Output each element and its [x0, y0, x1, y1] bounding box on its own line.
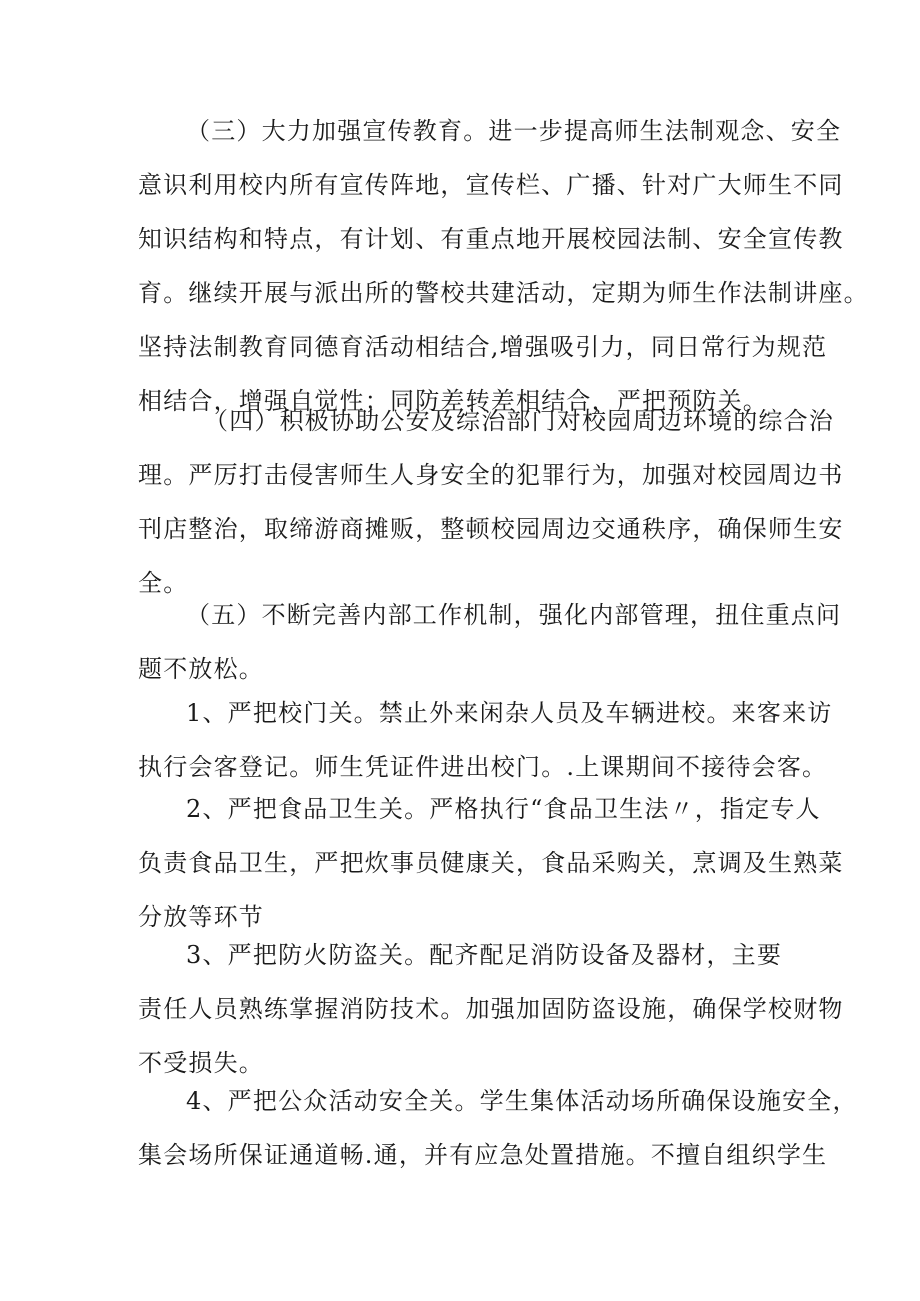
- paragraph-item-2: [138, 782, 844, 944]
- text-line: 集会场所保证通道畅.通，并有应急处置措施。不擅自组织学生: [138, 1141, 828, 1169]
- paragraph-section-4: [138, 394, 844, 610]
- paragraph-section-5: [138, 588, 842, 696]
- text-line: 知识结构和特点，有计划、有重点地开展校园法制、安全宣传教: [138, 225, 844, 253]
- paragraph-item-3: [138, 928, 844, 1090]
- text-line: 意识利用校内所有宣传阵地，宣传栏、广播、针对广大师生不同: [138, 171, 844, 199]
- text-line: 4、严把公众活动安全关。学生集体活动场所确保设施安全，: [186, 1087, 858, 1115]
- text-line: 题不放松。: [138, 655, 264, 683]
- text-line: 2、严把食品卫生关。严格执行“食品卫生法〃，指定专人: [186, 795, 821, 823]
- text-line: （五）不断完善内部工作机制，强化内部管理，扭住重点问: [186, 601, 842, 629]
- text-line: 坚持法制教育同德育活动相结合,增强吸引力，同日常行为规范: [138, 333, 828, 361]
- text-line: 执行会客登记。师生凭证件进出校门。.上课期间不接待会客。: [138, 753, 828, 781]
- text-line: 育。继续开展与派出所的警校共建活动，定期为师生作法制讲座。: [138, 279, 869, 307]
- text-line: 3、严把防火防盗关。配齐配足消防设备及器材，主要: [186, 941, 783, 969]
- text-line: 刊店整治，取缔游商摊贩，整顿校园周边交通秩序，确保师生安: [138, 515, 844, 543]
- text-line: 不受损失。: [138, 1049, 264, 1077]
- text-line: 相结合，增强自觉性；同防差转差相结合，严把预防关。: [138, 387, 768, 415]
- text-line: 责任人员熟练掌握消防技术。加强加固防盗设施，确保学校财物: [138, 995, 844, 1023]
- text-line: 全。: [138, 569, 189, 597]
- paragraph-item-1: [138, 686, 833, 794]
- text-line: （四）积极协助公安及综治部门对校园周边环境的综合治: [204, 407, 834, 435]
- text-line: 分放等环节: [138, 903, 264, 931]
- text-line: 1、严把校门关。禁止外来闲杂人员及车辆进校。来客来访: [186, 699, 833, 727]
- paragraph-section-3: [138, 104, 869, 428]
- text-line: （三）大力加强宣传教育。进一步提高师生法制观念、安全: [186, 117, 842, 145]
- text-line: 负责食品卫生，严把炊事员健康关，食品采购关，烹调及生熟菜: [138, 849, 844, 877]
- text-line: 理。严厉打击侵害师生人身安全的犯罪行为，加强对校园周边书: [138, 461, 844, 489]
- paragraph-item-4: [138, 1074, 858, 1182]
